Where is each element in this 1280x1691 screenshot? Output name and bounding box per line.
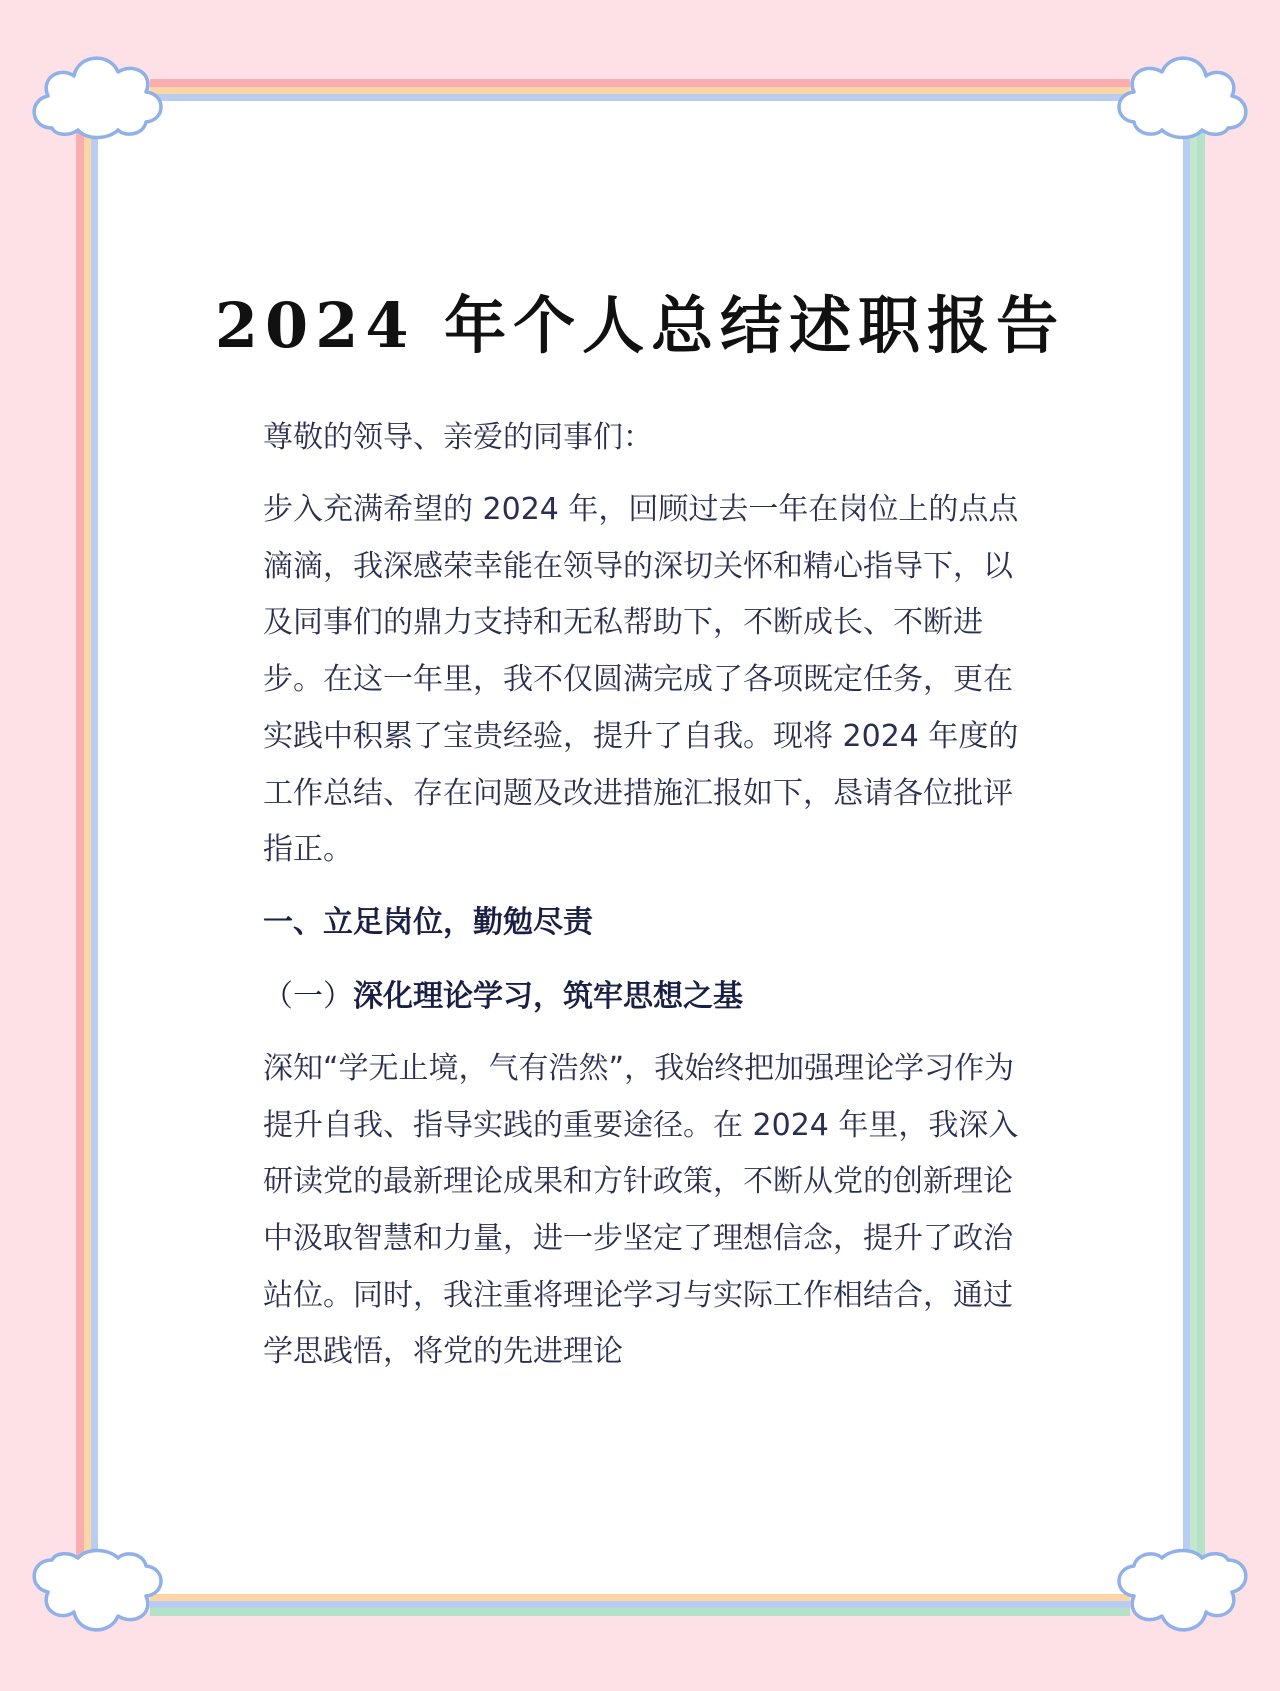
- subsection-title: 深化理论学习，筑牢思想之基: [353, 978, 743, 1014]
- cloud-corner-bottom-left-icon: [22, 1540, 172, 1650]
- frame-stripe-bottom-green: [150, 1608, 1130, 1616]
- frame-stripe-bottom-blue: [150, 1601, 1130, 1608]
- frame-stripe-top-orange: [150, 87, 1130, 94]
- subsection-paragraph: 深知“学无止境，气有浩然”，我始终把加强理论学习作为提升自我、指导实践的重要途径。在 2024 年里，我深入研读党的最新理论成果和方针政策，不断从党的创新理论中汲取智慧和力量，进一步坚定了理想信念，提升了政治站位。同时，我注重将理论学习与实际工作相结合，通过学思践悟，将党的先进理论: [263, 1050, 1019, 1370]
- section-heading: 一、立足岗位，勤勉尽责: [263, 904, 593, 940]
- document-title: 2024 年个人总结述职报告: [214, 289, 1066, 362]
- subsection-number: （一）: [263, 978, 353, 1014]
- frame-stripe-bottom-orange: [150, 1594, 1130, 1601]
- greeting: 尊敬的领导、亲爱的同事们：: [263, 420, 653, 455]
- document-body: [263, 410, 1023, 1397]
- frame-stripe-top-blue: [150, 94, 1130, 101]
- intro-paragraph: 步入充满希望的 2024 年，回顾过去一年在岗位上的点点滴滴，我深感荣幸能在领导的深切关怀和精心指导下，以及同事们的鼎力支持和无私帮助下，不断成长、不断进步。在这一年里，我不仅圆满完成了各项既定任务，更在实践中积累了宝贵经验，提升了自我。现将 2024 年度的工作总结、存在问题及改进措施汇报如下，恳请各位批评指正。: [263, 492, 1019, 868]
- cloud-corner-top-left-icon: [22, 38, 172, 148]
- frame-stripe-top-pink: [150, 79, 1130, 87]
- subsection-heading: [263, 969, 1023, 1025]
- cloud-corner-top-right-icon: [1108, 38, 1258, 148]
- cloud-corner-bottom-right-icon: [1108, 1540, 1258, 1650]
